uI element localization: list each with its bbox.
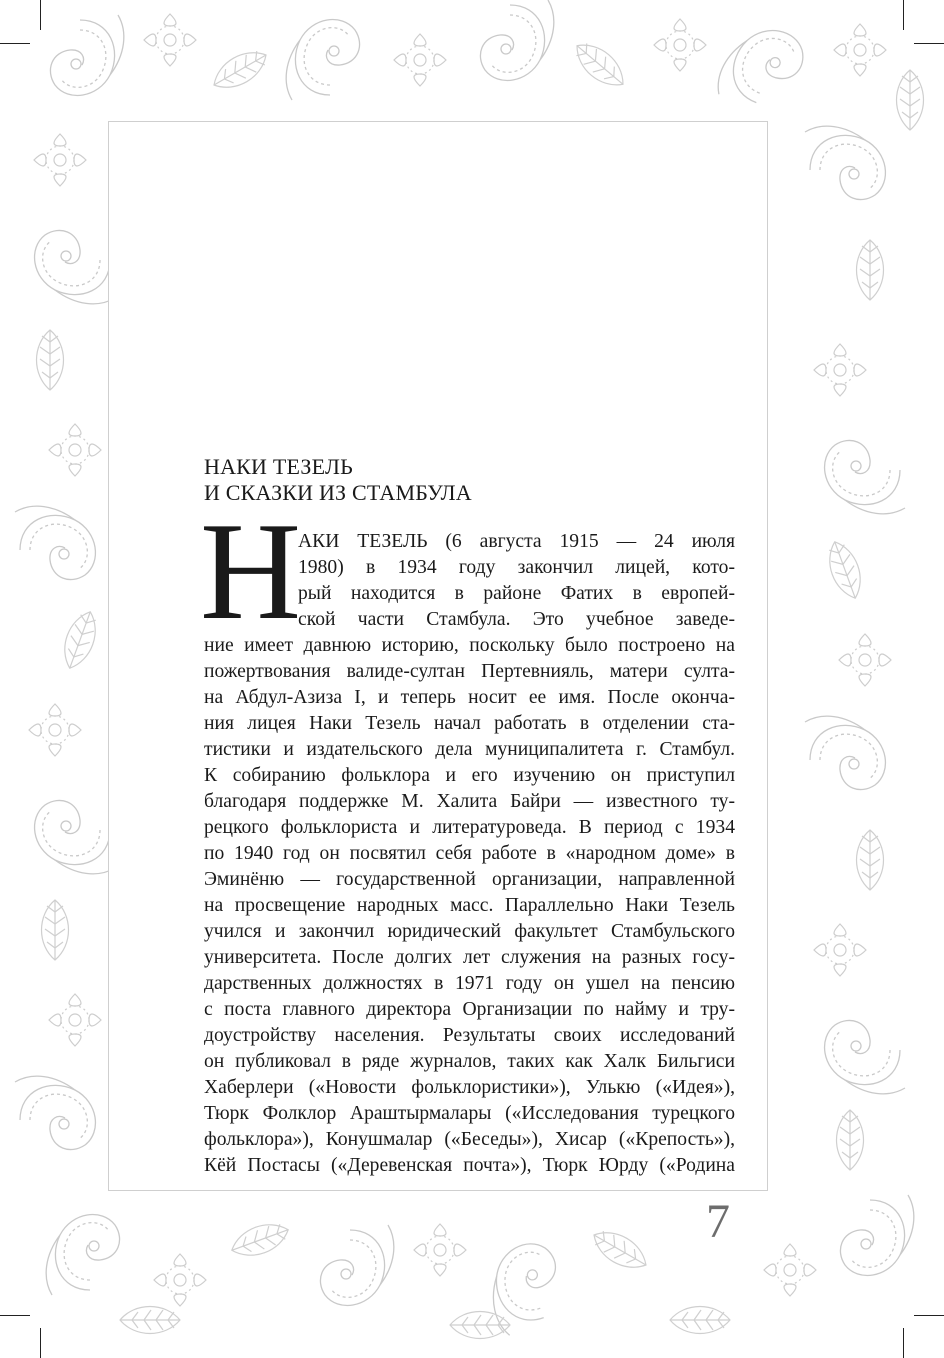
body-line: Эминёню — государственной организации, направленной — [204, 869, 735, 890]
body-line: на Абдул-Азиза I, и теперь носит ее имя. После оконча- — [204, 687, 735, 708]
body-line: ния лицея Наки Тезель начал работать в отделении ста- — [204, 713, 735, 734]
body-line: он публиковал в ряде журналов, таких как Халк Бильгиси — [204, 1051, 735, 1072]
body-line: ской части Стамбула. Это учебное заведе- — [298, 609, 735, 630]
body-line: пожертвования валиде-султан Пертевнияль, матери султа- — [204, 661, 735, 682]
body-line: дарственных должностях в 1971 году он ушел на пенсию — [204, 973, 735, 994]
body-line: АКИ ТЕЗЕЛЬ (6 августа 1915 — 24 июля — [298, 531, 735, 552]
heading-line-1: НАКИ ТЕЗЕЛЬ — [204, 454, 353, 479]
crop-mark — [40, 0, 41, 30]
crop-mark — [40, 1328, 41, 1358]
body-line: доустройству населения. Результаты своих исследований — [204, 1025, 735, 1046]
body-line: Хаберлери («Новости фольклористики»), Улькю («Идея»), — [204, 1077, 735, 1098]
body-line: 1980) в 1934 году закончил лицей, кото- — [298, 557, 735, 578]
body-line: с поста главного директора Организации по найму и тру- — [204, 999, 735, 1020]
body-line: университета. После долгих лет служения на разных госу- — [204, 947, 735, 968]
crop-mark — [914, 1315, 944, 1316]
page-number: 7 — [706, 1195, 730, 1248]
body-line: Тюрк Фолклор Араштырмалары («Исследования турецкого — [204, 1103, 735, 1124]
body-line: на просвещение народных масс. Параллельно Наки Тезель — [204, 895, 735, 916]
body-line: ние имеет давнюю историю, поскольку было построено на — [204, 635, 735, 656]
body-line: рый находится в районе Фатих в европей- — [298, 583, 735, 604]
crop-mark — [914, 43, 944, 44]
body-line: фольклора»), Конушмалар («Беседы»), Хисар («Крепость»), — [204, 1129, 735, 1150]
crop-mark — [903, 1328, 904, 1358]
body-line: тистики и издательского дела муниципалитета г. Стамбул. — [204, 739, 735, 760]
body-line: К собиранию фольклора и его изучению он приступил — [204, 765, 735, 786]
body-line: благодаря поддержке М. Халита Байри — известного ту- — [204, 791, 735, 812]
crop-mark — [0, 43, 30, 44]
drop-cap: Н — [200, 494, 302, 649]
body-line: учился и закончил юридический факультет Стамбульского — [204, 921, 735, 942]
body-line: по 1940 год он посвятил себя работе в «народном доме» в — [204, 843, 735, 864]
body-line: Кёй Постасы («Деревенская почта»), Тюрк Юрду («Родина — [204, 1155, 735, 1176]
heading-line-2: И СКАЗКИ ИЗ СТАМБУЛА — [204, 480, 472, 505]
crop-mark — [903, 0, 904, 30]
crop-mark — [0, 1315, 30, 1316]
body-line: рецкого фольклориста и литературоведа. В период с 1934 — [204, 817, 735, 838]
